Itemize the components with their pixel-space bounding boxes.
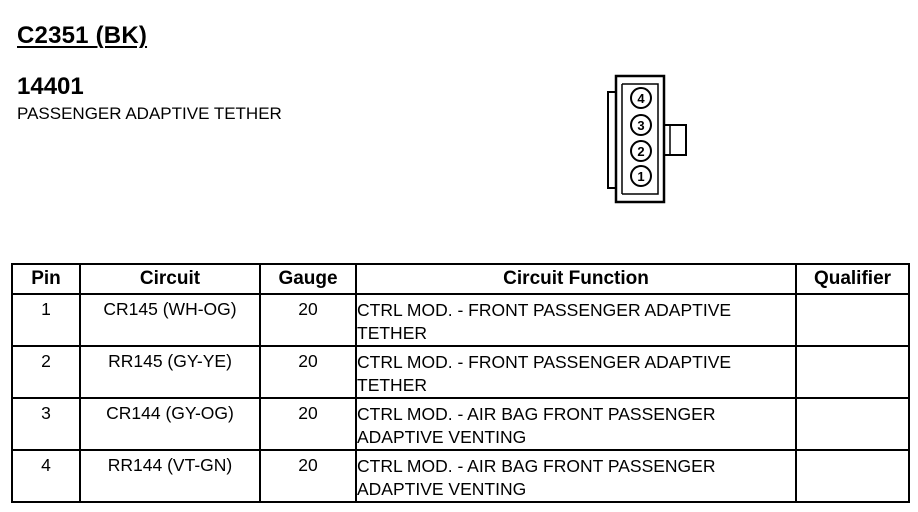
circuit-cell: RR145 (GY-YE) bbox=[80, 346, 260, 398]
pin-1-cavity bbox=[631, 166, 651, 186]
pin-cell: 1 bbox=[12, 294, 80, 346]
pin-4-cavity bbox=[631, 88, 651, 108]
pin-label: 1 bbox=[637, 169, 645, 184]
gauge-cell: 20 bbox=[260, 398, 356, 450]
circuit-cell: CR144 (GY-OG) bbox=[80, 398, 260, 450]
gauge-cell: 20 bbox=[260, 450, 356, 502]
circuit-function-cell: CTRL MOD. - AIR BAG FRONT PASSENGER ADAPTIVE VENTING bbox=[356, 450, 796, 502]
column-header-circuit: Circuit bbox=[80, 264, 260, 294]
table-row bbox=[12, 398, 909, 450]
connector-key bbox=[664, 125, 686, 155]
gauge-cell: 20 bbox=[260, 346, 356, 398]
qualifier-cell bbox=[796, 294, 909, 346]
qualifier-cell bbox=[796, 450, 909, 502]
table-row bbox=[12, 346, 909, 398]
pin-label: 4 bbox=[637, 91, 645, 106]
column-header-qualifier: Qualifier bbox=[796, 264, 909, 294]
table-row bbox=[12, 450, 909, 502]
circuit-function-cell: CTRL MOD. - FRONT PASSENGER ADAPTIVE TETHER bbox=[356, 294, 796, 346]
connector-diagram bbox=[600, 70, 700, 210]
qualifier-cell bbox=[796, 398, 909, 450]
circuit-cell: RR144 (VT-GN) bbox=[80, 450, 260, 502]
pin-3-cavity bbox=[631, 115, 651, 135]
circuit-function-cell: CTRL MOD. - FRONT PASSENGER ADAPTIVE TETHER bbox=[356, 346, 796, 398]
circuit-cell: CR145 (WH-OG) bbox=[80, 294, 260, 346]
column-header-circuit-function: Circuit Function bbox=[356, 264, 796, 294]
table-row bbox=[12, 294, 909, 346]
connector-id: C2351 (BK) bbox=[17, 22, 148, 49]
column-header-gauge: Gauge bbox=[260, 264, 356, 294]
column-header-pin: Pin bbox=[12, 264, 80, 294]
gauge-cell: 20 bbox=[260, 294, 356, 346]
pinout-table bbox=[11, 263, 910, 503]
pin-cell: 4 bbox=[12, 450, 80, 502]
circuit-function-cell: CTRL MOD. - AIR BAG FRONT PASSENGER ADAPTIVE VENTING bbox=[356, 398, 796, 450]
pin-cell: 3 bbox=[12, 398, 80, 450]
pin-cell: 2 bbox=[12, 346, 80, 398]
qualifier-cell bbox=[796, 346, 909, 398]
pin-label: 3 bbox=[637, 118, 645, 133]
pin-label: 2 bbox=[637, 144, 645, 159]
connector-description: PASSENGER ADAPTIVE TETHER bbox=[17, 104, 282, 123]
pin-2-cavity bbox=[631, 141, 651, 161]
part-number: 14401 bbox=[17, 73, 84, 100]
table-header-row bbox=[12, 264, 909, 294]
